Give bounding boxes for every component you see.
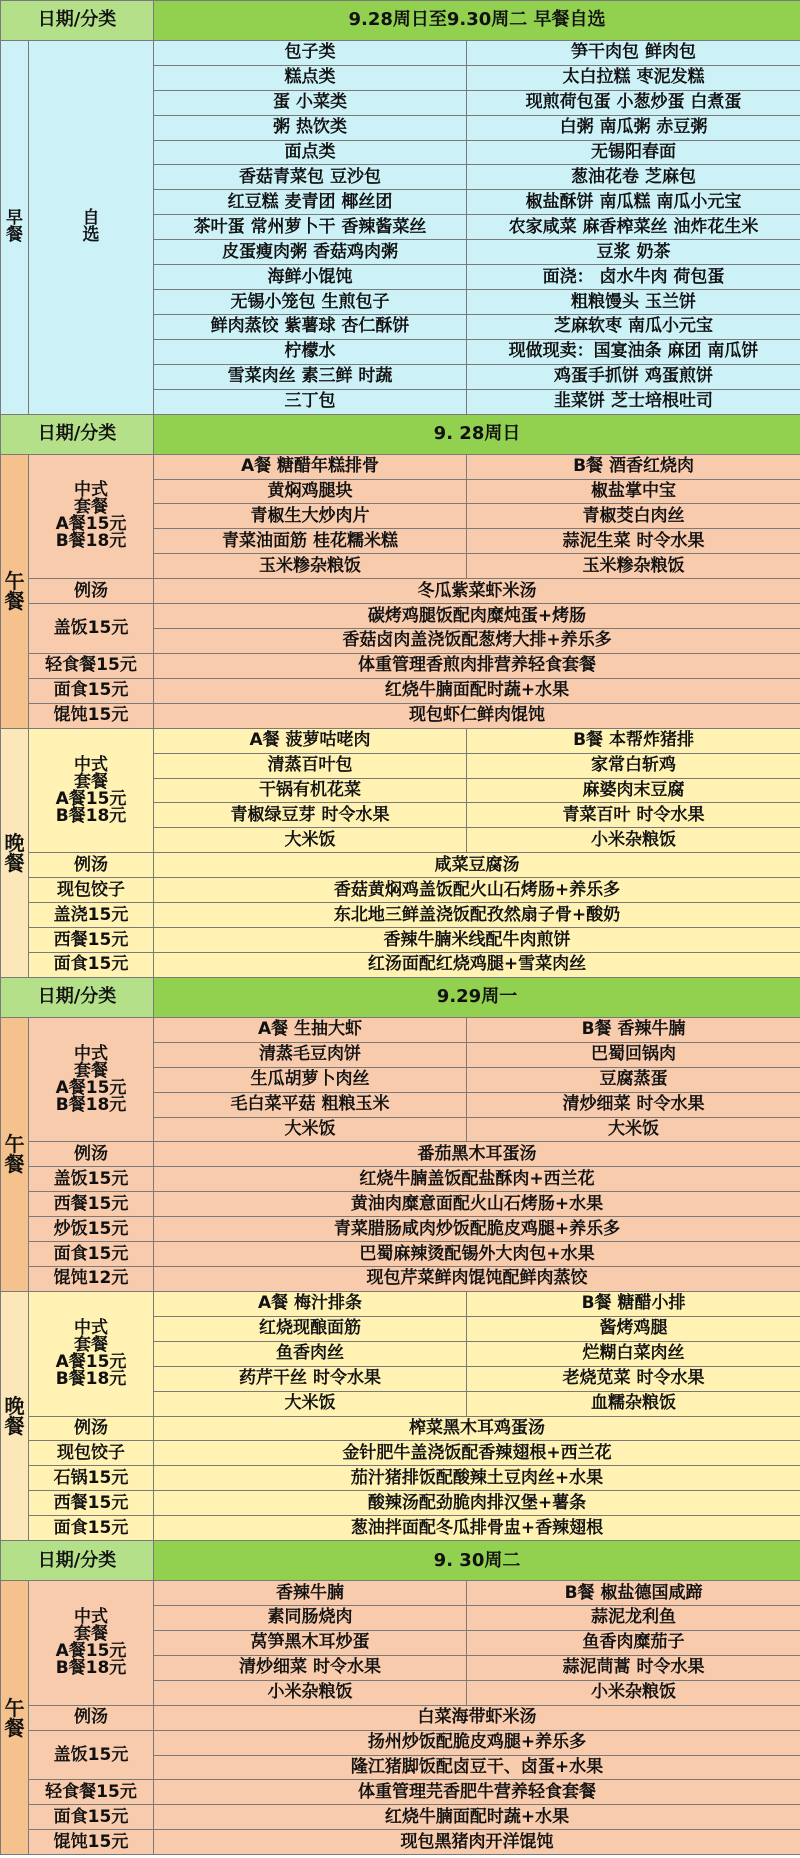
meal-label-line: 午 [4, 1132, 25, 1157]
set-meal-dish: 干锅有机花菜 [154, 778, 467, 803]
category-label: 西餐15元 [29, 1192, 154, 1217]
category-label: 馄饨12元 [29, 1267, 154, 1292]
table-row [1, 703, 800, 728]
table-row [1, 454, 800, 479]
meal-side [1, 728, 29, 977]
set-label-line: A餐15元 [55, 1640, 127, 1661]
table-row [1, 1291, 800, 1316]
set-meal-dish: 小米杂粮饭 [467, 1680, 800, 1705]
set-label [29, 1043, 153, 1115]
set-meal-dish: 清蒸毛豆肉饼 [154, 1042, 467, 1067]
set-label-line: 中式 [74, 1043, 108, 1064]
breakfast-item: 太白拉糕 枣泥发糕 [467, 65, 800, 90]
set-meal-dish: 玉米糁杂粮饭 [467, 554, 800, 579]
set-meal-dish: 青椒茭白肉丝 [467, 504, 800, 529]
breakfast-item: 葱油花卷 芝麻包 [467, 165, 800, 190]
category-dish: 红烧牛腩面配时蔬+水果 [154, 1805, 800, 1830]
category-label: 盖饭15元 [29, 1730, 154, 1780]
set-meal-dish: 素同肠烧肉 [154, 1605, 467, 1630]
table-row [1, 903, 800, 928]
set-meal-dish: 大米饭 [154, 828, 467, 853]
category-dish: 青菜腊肠咸肉炒饭配脆皮鸡腿+养乐多 [154, 1217, 800, 1242]
category-dish: 香菇黄焖鸡盖饭配火山石烤肠+养乐多 [154, 878, 800, 903]
header-date: 9.29周一 [154, 977, 800, 1017]
set-meal-dish: 蒜泥龙利鱼 [467, 1605, 800, 1630]
breakfast-item: 雪菜肉丝 素三鲜 时蔬 [154, 364, 467, 389]
table-row [1, 579, 800, 604]
set-label-line: 套餐 [74, 497, 108, 518]
header-date: 9.28周日至9.30周二 早餐自选 [154, 1, 800, 41]
category-dish: 体重管理香煎肉排营养轻食套餐 [154, 653, 800, 678]
set-label-line: 套餐 [74, 1060, 108, 1081]
set-label-line: 中式 [74, 480, 108, 501]
table-row [1, 1516, 800, 1541]
meal-label-line: 早 [6, 208, 23, 229]
set-meal-dish: 大米饭 [154, 1117, 467, 1142]
set-meal-label [29, 1581, 154, 1706]
set-label-line: A餐15元 [55, 788, 127, 809]
category-dish: 茄汁猪排饭配酸辣土豆肉丝+水果 [154, 1466, 800, 1491]
category-label: 例汤 [29, 579, 154, 604]
set-meal-dish: B餐 糖醋小排 [467, 1291, 800, 1316]
category-dish: 葱油拌面配冬瓜排骨盅+香辣翅根 [154, 1516, 800, 1541]
set-meal-dish: 家常白斩鸡 [467, 753, 800, 778]
breakfast-item: 白粥 南瓜粥 赤豆粥 [467, 115, 800, 140]
set-label-line: 套餐 [74, 1623, 108, 1644]
set-meal-dish: A餐 生抽大虾 [154, 1017, 467, 1042]
category-dish: 番茄黑木耳蛋汤 [154, 1142, 800, 1167]
breakfast-item: 糕点类 [154, 65, 467, 90]
table-row [1, 1466, 800, 1491]
category-label: 例汤 [29, 1416, 154, 1441]
self-select-label [29, 210, 153, 244]
table-row [1, 928, 800, 953]
meal-side [1, 454, 29, 728]
meal-label [1, 1394, 28, 1439]
breakfast-item: 三丁包 [154, 389, 467, 414]
table-row [1, 853, 800, 878]
set-label [29, 754, 153, 826]
header-category: 日期/分类 [1, 1, 154, 41]
category-label: 例汤 [29, 1705, 154, 1730]
header-date: 9. 30周二 [154, 1541, 800, 1581]
table-row [1, 1581, 800, 1606]
set-meal-dish: 椒盐掌中宝 [467, 479, 800, 504]
set-meal-dish: 青菜百叶 时令水果 [467, 803, 800, 828]
category-dish: 红汤面配红烧鸡腿+雪菜肉丝 [154, 953, 800, 978]
set-label-line: A餐15元 [55, 1351, 127, 1372]
set-meal-dish: 清炒细菜 时令水果 [467, 1092, 800, 1117]
meal-label-line: 午 [4, 1695, 25, 1720]
breakfast-item: 面浇： 卤水牛肉 荷包蛋 [467, 265, 800, 290]
set-label-line: 中式 [74, 1606, 108, 1627]
category-dish: 碳烤鸡腿饭配肉糜炖蛋+烤肠 [154, 604, 800, 629]
set-meal-dish: A餐 梅汁排条 [154, 1291, 467, 1316]
set-label-line: 套餐 [74, 1334, 108, 1355]
table-row [1, 1017, 800, 1042]
category-label: 面食15元 [29, 953, 154, 978]
table-row [1, 1541, 800, 1581]
table-row [1, 653, 800, 678]
category-dish: 榨菜黑木耳鸡蛋汤 [154, 1416, 800, 1441]
meal-label-line: 午 [4, 569, 25, 594]
table-row [1, 678, 800, 703]
category-label: 轻食餐15元 [29, 653, 154, 678]
table-row [1, 604, 800, 629]
table-row [1, 977, 800, 1017]
set-meal-dish: 青椒生大炒肉片 [154, 504, 467, 529]
category-dish: 红烧牛腩盖饭配盐酥肉+西兰花 [154, 1167, 800, 1192]
category-label: 轻食餐15元 [29, 1780, 154, 1805]
category-dish: 香辣牛腩米线配牛肉煎饼 [154, 928, 800, 953]
breakfast-item: 笋干肉包 鲜肉包 [467, 40, 800, 65]
set-meal-dish: B餐 本帮炸猪排 [467, 728, 800, 753]
table-row [1, 1830, 800, 1855]
meal-label-line: 晚 [4, 830, 25, 855]
category-dish: 白菜海带虾米汤 [154, 1705, 800, 1730]
breakfast-item: 蛋 小菜类 [154, 90, 467, 115]
breakfast-item: 海鲜小馄饨 [154, 265, 467, 290]
set-meal-dish: 血糯杂粮饭 [467, 1391, 800, 1416]
category-dish: 扬州炒饭配脆皮鸡腿+养乐多 [154, 1730, 800, 1755]
set-label-line: 中式 [74, 754, 108, 775]
set-label-line: B餐18元 [55, 531, 127, 552]
set-meal-label [29, 728, 154, 853]
category-dish: 现包虾仁鲜肉馄饨 [154, 703, 800, 728]
set-meal-dish: 蒜泥茼蒿 时令水果 [467, 1655, 800, 1680]
meal-side [1, 1017, 29, 1291]
set-meal-dish: A餐 糖醋年糕排骨 [154, 454, 467, 479]
table-row [1, 728, 800, 753]
breakfast-item: 皮蛋瘦肉粥 香菇鸡肉粥 [154, 240, 467, 265]
set-meal-dish: B餐 椒盐德国咸蹄 [467, 1581, 800, 1606]
category-label: 现包饺子 [29, 878, 154, 903]
category-dish: 黄油肉糜意面配火山石烤肠+水果 [154, 1192, 800, 1217]
category-label: 面食15元 [29, 1805, 154, 1830]
set-meal-dish: 鱼香肉丝 [154, 1341, 467, 1366]
table-row [1, 1805, 800, 1830]
breakfast-self-select [29, 40, 154, 414]
category-label: 面食15元 [29, 1242, 154, 1267]
table-row [1, 1267, 800, 1292]
set-meal-dish: 生瓜胡萝卜肉丝 [154, 1067, 467, 1092]
category-dish: 金针肥牛盖浇饭配香辣翅根+西兰花 [154, 1441, 800, 1466]
breakfast-item: 椒盐酥饼 南瓜糕 南瓜小元宝 [467, 190, 800, 215]
set-meal-dish: 酱烤鸡腿 [467, 1316, 800, 1341]
set-label [29, 1606, 153, 1678]
set-meal-dish: 蒜泥生菜 时令水果 [467, 529, 800, 554]
table-row [1, 878, 800, 903]
set-meal-dish: 青菜油面筋 桂花糯米糕 [154, 529, 467, 554]
meal-label [1, 569, 28, 614]
breakfast-item: 面点类 [154, 140, 467, 165]
category-label: 盖饭15元 [29, 1167, 154, 1192]
table-row [1, 1780, 800, 1805]
meal-label-line: 餐 [4, 1715, 25, 1740]
breakfast-item: 粥 热饮类 [154, 115, 467, 140]
set-meal-dish: 小米杂粮饭 [154, 1680, 467, 1705]
category-dish: 冬瓜紫菜虾米汤 [154, 579, 800, 604]
category-dish: 体重管理芫香肥牛营养轻食套餐 [154, 1780, 800, 1805]
category-label: 盖饭15元 [29, 604, 154, 654]
breakfast-item: 茶叶蛋 常州萝卜干 香辣酱菜丝 [154, 215, 467, 240]
set-meal-dish: A餐 菠萝咕咾肉 [154, 728, 467, 753]
breakfast-item: 豆浆 奶茶 [467, 240, 800, 265]
category-label: 现包饺子 [29, 1441, 154, 1466]
set-meal-label [29, 1017, 154, 1142]
breakfast-item: 鸡蛋手抓饼 鸡蛋煎饼 [467, 364, 800, 389]
breakfast-item: 粗粮馒头 玉兰饼 [467, 290, 800, 315]
category-label: 例汤 [29, 1142, 154, 1167]
category-label: 盖浇15元 [29, 903, 154, 928]
set-meal-label [29, 1291, 154, 1416]
meal-label [1, 1132, 28, 1177]
header-category: 日期/分类 [1, 977, 154, 1017]
category-label: 西餐15元 [29, 1491, 154, 1516]
set-label [29, 482, 153, 550]
set-label-line: B餐18元 [55, 1094, 127, 1115]
self-select-label-line: 自 [82, 208, 100, 229]
set-label-line: 中式 [74, 1317, 108, 1338]
category-label: 炒饭15元 [29, 1217, 154, 1242]
table-row [1, 953, 800, 978]
meal-label-line: 餐 [6, 225, 23, 246]
breakfast-item: 包子类 [154, 40, 467, 65]
header-category: 日期/分类 [1, 414, 154, 454]
meal-side [1, 1581, 29, 1855]
category-label: 馄饨15元 [29, 1830, 154, 1855]
set-meal-dish: 小米杂粮饭 [467, 828, 800, 853]
set-meal-dish: 鱼香肉糜茄子 [467, 1630, 800, 1655]
category-label: 面食15元 [29, 1516, 154, 1541]
breakfast-item: 现煎荷包蛋 小葱炒蛋 白煮蛋 [467, 90, 800, 115]
set-meal-dish: 玉米糁杂粮饭 [154, 554, 467, 579]
set-meal-label [29, 454, 154, 579]
breakfast-item: 农家咸菜 麻香榨菜丝 油炸花生米 [467, 215, 800, 240]
set-meal-dish: 红烧现酿面筋 [154, 1316, 467, 1341]
category-label: 西餐15元 [29, 928, 154, 953]
category-dish: 现包黑猪肉开洋馄饨 [154, 1830, 800, 1855]
breakfast-item: 无锡阳春面 [467, 140, 800, 165]
meal-side-breakfast [1, 40, 29, 414]
category-dish: 东北地三鲜盖浇饭配孜然扇子骨+酸奶 [154, 903, 800, 928]
breakfast-item: 韭菜饼 芝士培根吐司 [467, 389, 800, 414]
category-dish: 酸辣汤配劲脆肉排汉堡+薯条 [154, 1491, 800, 1516]
table-row [1, 1217, 800, 1242]
breakfast-item: 红豆糕 麦青团 椰丝团 [154, 190, 467, 215]
table-row [1, 1192, 800, 1217]
category-label: 石锅15元 [29, 1466, 154, 1491]
table-row [1, 414, 800, 454]
meal-label [1, 210, 28, 244]
meal-label-line: 餐 [4, 1414, 25, 1439]
category-label: 例汤 [29, 853, 154, 878]
header-date: 9. 28周日 [154, 414, 800, 454]
category-label: 面食15元 [29, 678, 154, 703]
set-meal-dish: 药芹干丝 时令水果 [154, 1366, 467, 1391]
set-meal-dish: 香辣牛腩 [154, 1581, 467, 1606]
category-dish: 隆江猪脚饭配卤豆干、卤蛋+水果 [154, 1755, 800, 1780]
header-category: 日期/分类 [1, 1541, 154, 1581]
meal-label [1, 830, 28, 875]
set-meal-dish: B餐 酒香红烧肉 [467, 454, 800, 479]
self-select-label-line: 选 [82, 225, 100, 246]
table-row [1, 1167, 800, 1192]
set-meal-dish: 麻婆肉末豆腐 [467, 778, 800, 803]
category-dish: 咸菜豆腐汤 [154, 853, 800, 878]
meal-label-line: 餐 [4, 589, 25, 614]
category-dish: 现包芹菜鲜肉馄饨配鲜肉蒸饺 [154, 1267, 800, 1292]
set-meal-dish: 莴笋黑木耳炒蛋 [154, 1630, 467, 1655]
set-meal-dish: 大米饭 [154, 1391, 467, 1416]
breakfast-item: 芝麻软枣 南瓜小元宝 [467, 315, 800, 340]
set-meal-dish: 清蒸百叶包 [154, 753, 467, 778]
set-label-line: B餐18元 [55, 1657, 127, 1678]
set-label-line: A餐15元 [55, 514, 127, 535]
table-row [1, 1441, 800, 1466]
breakfast-item: 香菇青菜包 豆沙包 [154, 165, 467, 190]
set-meal-dish: B餐 香辣牛腩 [467, 1017, 800, 1042]
category-dish: 红烧牛腩面配时蔬+水果 [154, 678, 800, 703]
table-row [1, 1, 800, 41]
table-row [1, 1142, 800, 1167]
table-row [1, 40, 800, 65]
meal-label-line: 餐 [4, 850, 25, 875]
set-label-line: B餐18元 [55, 1368, 127, 1389]
set-label [29, 1317, 153, 1389]
breakfast-item: 柠檬水 [154, 339, 467, 364]
set-meal-dish: 豆腐蒸蛋 [467, 1067, 800, 1092]
breakfast-item: 现做现卖：国宴油条 麻团 南瓜饼 [467, 339, 800, 364]
set-meal-dish: 青椒绿豆芽 时令水果 [154, 803, 467, 828]
set-meal-dish: 巴蜀回锅肉 [467, 1042, 800, 1067]
breakfast-item: 无锡小笼包 生煎包子 [154, 290, 467, 315]
table-row [1, 1242, 800, 1267]
meal-label-line: 晚 [4, 1394, 25, 1419]
table-row [1, 1705, 800, 1730]
set-meal-dish: 烂糊白菜肉丝 [467, 1341, 800, 1366]
category-dish: 巴蜀麻辣烫配锡外大肉包+水果 [154, 1242, 800, 1267]
breakfast-item: 鲜肉蒸饺 紫薯球 杏仁酥饼 [154, 315, 467, 340]
meal-side [1, 1291, 29, 1540]
table-row [1, 1730, 800, 1755]
set-label-line: A餐15元 [55, 1077, 127, 1098]
set-meal-dish: 黄焖鸡腿块 [154, 479, 467, 504]
set-label-line: 套餐 [74, 771, 108, 792]
set-label-line: B餐18元 [55, 805, 127, 826]
meal-label [1, 1695, 28, 1740]
set-meal-dish: 老烧苋菜 时令水果 [467, 1366, 800, 1391]
set-meal-dish: 毛白菜平菇 粗粮玉米 [154, 1092, 467, 1117]
table-row [1, 1491, 800, 1516]
set-meal-dish: 清炒细菜 时令水果 [154, 1655, 467, 1680]
category-dish: 香菇卤肉盖浇饭配葱烤大排+养乐多 [154, 629, 800, 654]
set-meal-dish: 大米饭 [467, 1117, 800, 1142]
category-label: 馄饨15元 [29, 703, 154, 728]
table-row [1, 1416, 800, 1441]
meal-label-line: 餐 [4, 1152, 25, 1177]
